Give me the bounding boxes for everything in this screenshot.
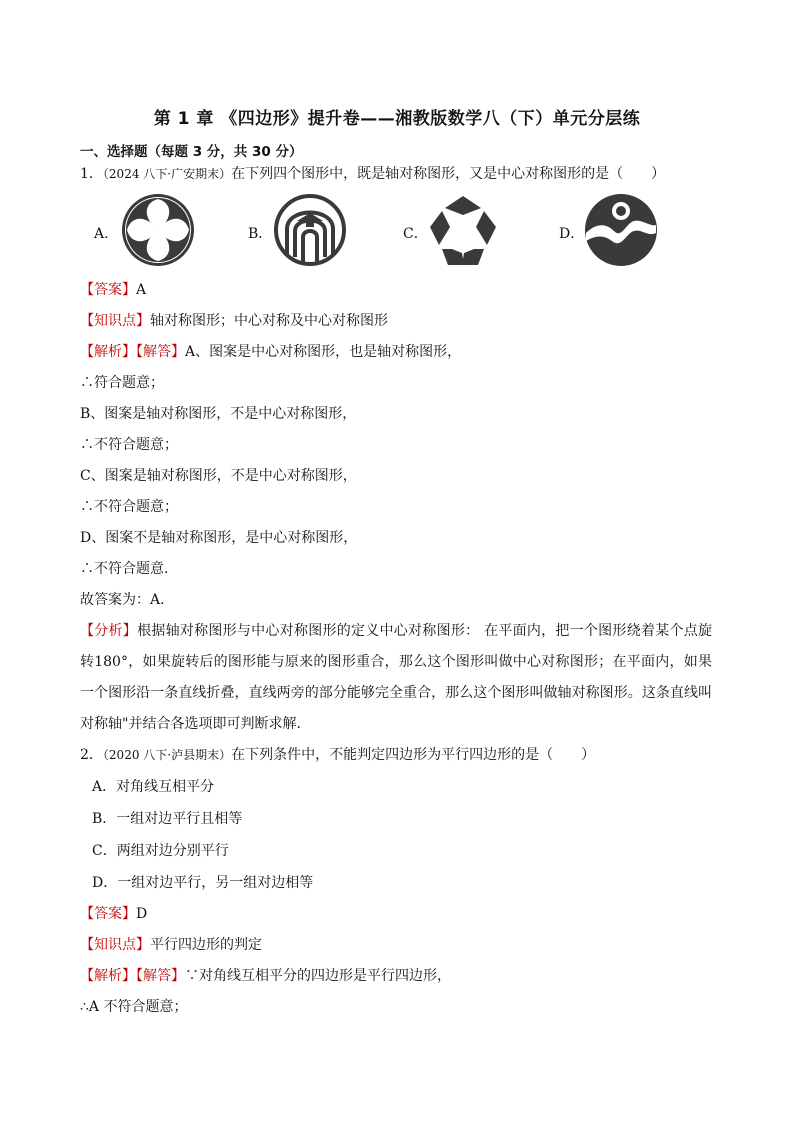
option-d: D．一组对边平行，另一组对边相等: [92, 875, 314, 891]
arch-emblem-icon: [273, 193, 347, 267]
section-header: 一、选择题（每题 3 分，共 30 分）: [80, 144, 303, 160]
question-source: （2020 八下·泸县期末）: [102, 748, 232, 762]
knowledge-text: 轴对称图形；中心对称及中心对称图形: [150, 313, 388, 329]
analysis-line: ∵对角线互相平分的四边形是平行四边形，: [185, 968, 451, 984]
page-title: 第 1 章 《四边形》提升卷——湘教版数学八（下）单元分层练: [153, 109, 641, 129]
knowledge-tag: 【知识点】: [80, 313, 150, 329]
pentagon-ring-icon: [426, 193, 500, 267]
four-petal-circle-icon: [121, 193, 195, 267]
knowledge-tag: 【知识点】: [80, 937, 150, 953]
analysis-row: [80, 966, 451, 986]
answer-tag: 【答案】: [80, 282, 136, 298]
analysis-tag: 【解析】【解答】: [80, 968, 185, 984]
option-d-label: D．: [559, 226, 585, 242]
analysis-line: ∴符合题意；: [80, 375, 164, 391]
fenxi-text: 根据轴对称图形与中心对称图形的定义中心对称图形： 在平面内，把一个图形绕着某个点旋转180°，如果旋转后的图形能与原来的图形重合，那么这个图形叫做中心对称图形；在平面内，如果一个图形沿一条直线折叠，直线两旁的部分能够完全重合，那么这个图形叫做轴对称图形。这条直线叫对称轴"并结合各选项即可判断求解．: [80, 623, 713, 732]
option-b: B．一组对边平行且相等: [92, 811, 243, 827]
question-number: 2．: [80, 747, 103, 763]
question-text: 在下列条件中，不能判定四边形为平行四边形的是（ ）: [231, 747, 596, 763]
answer-row: [80, 280, 146, 300]
question-2-stem: [80, 745, 595, 765]
s-wave-circle-icon: [584, 193, 658, 267]
answer-value: D: [136, 906, 148, 922]
analysis-row: [80, 342, 461, 362]
analysis-line: ∴A 不符合题意；: [80, 999, 188, 1015]
option-c-label: C．: [403, 226, 428, 242]
knowledge-row: [80, 311, 388, 331]
option-b-label: B．: [248, 226, 273, 242]
analysis-line: C、图案是轴对称图形，不是中心对称图形，: [80, 468, 357, 484]
analysis-line: 故答案为：A．: [80, 592, 175, 608]
option-a: A．对角线互相平分: [92, 779, 215, 795]
knowledge-row: [80, 935, 262, 955]
question-text: 在下列四个图形中，既是轴对称图形，又是中心对称图形的是（ ）: [231, 166, 666, 182]
fenxi-tag: 【分析】: [80, 623, 138, 639]
analysis-line: ∴不符合题意；: [80, 437, 178, 453]
answer-tag: 【答案】: [80, 906, 136, 922]
analysis-line: ∴不符合题意；: [80, 499, 178, 515]
question-number: 1．: [80, 166, 103, 182]
analysis-line: A、图案是中心对称图形，也是轴对称图形，: [185, 344, 462, 360]
question-source: （2024 八下·广安期末）: [102, 167, 232, 181]
option-a-label: A．: [94, 226, 119, 242]
analysis-tag: 【解析】【解答】: [80, 344, 185, 360]
option-c: C．两组对边分别平行: [92, 843, 229, 859]
answer-value: A: [136, 282, 147, 298]
analysis-line: ∴不符合题意．: [80, 561, 178, 577]
answer-row: [80, 904, 147, 924]
analysis-line: B、图案是轴对称图形，不是中心对称图形，: [80, 406, 357, 422]
option-figures: [80, 193, 680, 273]
analysis-line: D、图案不是轴对称图形，是中心对称图形，: [80, 530, 358, 546]
question-1-stem: [80, 164, 665, 184]
knowledge-text: 平行四边形的判定: [150, 937, 262, 953]
fenxi-paragraph: [80, 616, 712, 740]
